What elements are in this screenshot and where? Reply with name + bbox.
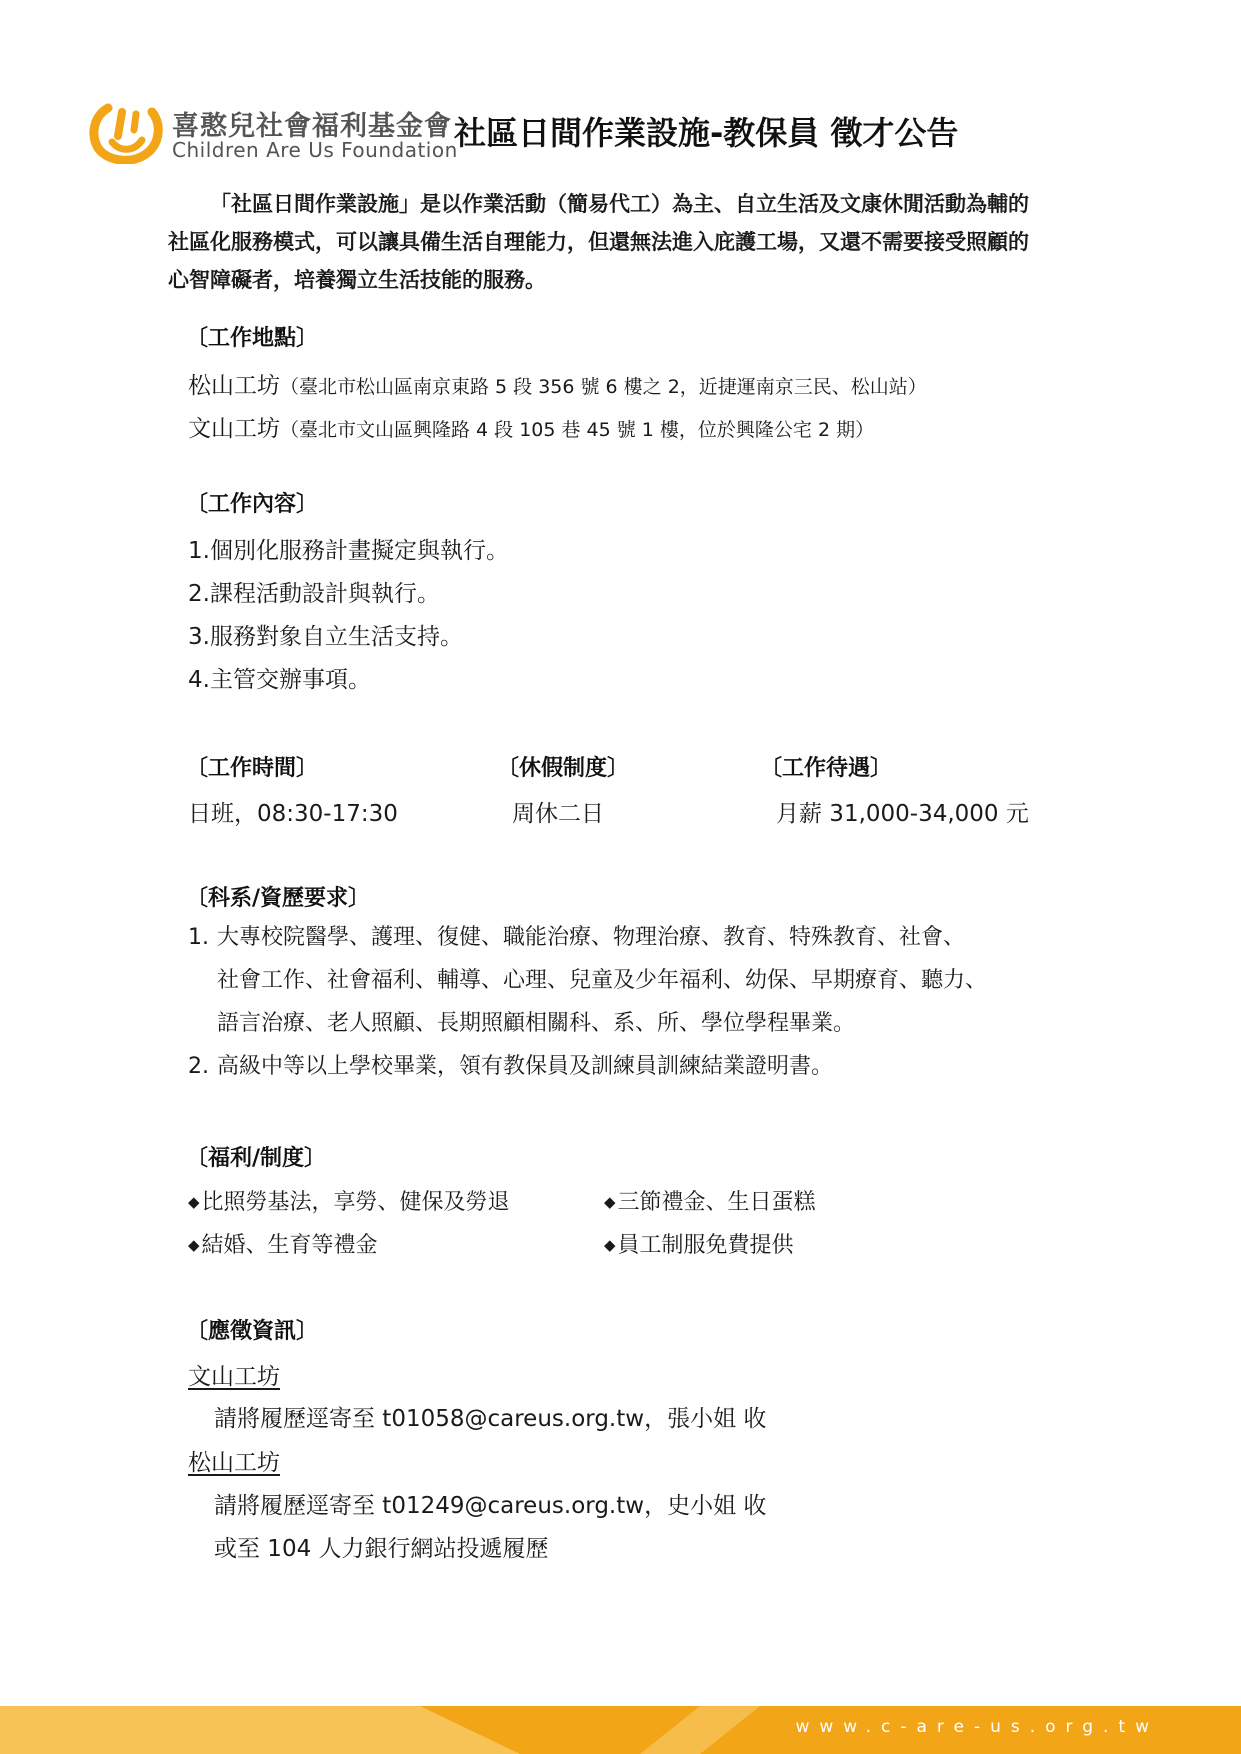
intro-line-2: 社區化服務模式，可以讓具備生活自理能力，但還無法進入庇護工場，又還不需要接受照顧的 <box>168 230 1029 254</box>
apply-songshan-email[interactable]: 請將履歷逕寄至 t01249@careus.org.tw，史小姐 收 <box>214 1493 767 1519</box>
benefit-item: ◆結婚、生育等禮金 <box>188 1233 378 1258</box>
salary-heading: 〔工作待遇〕 <box>760 756 893 781</box>
salary-value: 月薪 31,000-34,000 元 <box>776 801 1029 827</box>
duty-item: 3.服務對象自立生活支持。 <box>188 624 463 650</box>
smiley-face-logo-icon <box>88 100 164 164</box>
logo-english-name: Children Are Us Foundation <box>172 138 458 162</box>
location-heading: 〔工作地點〕 <box>186 326 319 351</box>
apply-wenshan-email[interactable]: 請將履歷逕寄至 t01058@careus.org.tw，張小姐 收 <box>214 1406 767 1432</box>
requirements-heading: 〔科系/資歷要求〕 <box>186 886 371 911</box>
benefit-item: ◆員工制服免費提供 <box>604 1233 794 1258</box>
page-title: 社區日間作業設施-教保員 徵才公告 <box>454 114 959 152</box>
location-wenshan <box>188 410 874 443</box>
location-address: （臺北市文山區興隆路 4 段 105 巷 45 號 1 樓，位於興隆公宅 2 期） <box>280 419 875 441</box>
location-address: （臺北市松山區南京東路 5 段 356 號 6 樓之 2，近捷運南京三民、松山站） <box>280 376 927 398</box>
apply-heading: 〔應徵資訊〕 <box>186 1319 319 1344</box>
location-name: 文山工坊 <box>188 416 280 442</box>
leave-value: 周休二日 <box>512 801 604 827</box>
requirement-number: 2. <box>188 1054 209 1079</box>
duty-item: 2.課程活動設計與執行。 <box>188 581 440 607</box>
location-songshan <box>188 367 927 400</box>
apply-wenshan-name: 文山工坊 <box>188 1364 280 1390</box>
apply-104-note: 或至 104 人力銀行網站投遞履歷 <box>214 1536 549 1562</box>
intro-line-3: 心智障礙者，培養獨立生活技能的服務。 <box>168 268 546 292</box>
requirement-item-1 <box>188 916 1088 1045</box>
logo-chinese-name: 喜憨兒社會福利基金會 <box>172 111 452 142</box>
diamond-bullet-icon: ◆ <box>604 1236 616 1254</box>
intro-line-1: 「社區日間作業設施」是以作業活動（簡易代工）為主、自立生活及文康休閒活動為輔的 <box>210 192 1029 216</box>
duty-item: 1.個別化服務計畫擬定與執行。 <box>188 538 509 564</box>
intro-paragraph <box>168 185 1108 299</box>
hours-value: 日班，08:30-17:30 <box>188 801 398 827</box>
benefit-item: ◆比照勞基法，享勞、健保及勞退 <box>188 1190 510 1215</box>
requirement-line: 語言治療、老人照顧、長期照顧相關科、系、所、學位學程畢業。 <box>217 1011 856 1036</box>
hours-heading: 〔工作時間〕 <box>186 756 319 781</box>
requirement-line: 高級中等以上學校畢業，領有教保員及訓練員訓練結業證明書。 <box>217 1054 834 1079</box>
requirement-number: 1. <box>188 925 209 950</box>
duty-item: 4.主管交辦事項。 <box>188 667 371 693</box>
benefit-item: ◆三節禮金、生日蛋糕 <box>604 1190 816 1215</box>
duties-heading: 〔工作內容〕 <box>186 492 319 517</box>
diamond-bullet-icon: ◆ <box>604 1193 616 1211</box>
requirement-item-2 <box>188 1045 1088 1088</box>
diamond-bullet-icon: ◆ <box>188 1193 200 1211</box>
leave-heading: 〔休假制度〕 <box>497 756 630 781</box>
requirement-line: 大專校院醫學、護理、復健、職能治療、物理治療、教育、特殊教育、社會、 <box>217 925 966 950</box>
benefits-heading: 〔福利/制度〕 <box>186 1146 327 1171</box>
requirement-line: 社會工作、社會福利、輔導、心理、兒童及少年福利、幼保、早期療育、聽力、 <box>217 968 988 993</box>
footer-website-link[interactable]: www.c-are-us.org.tw <box>795 1717 1159 1737</box>
diamond-bullet-icon: ◆ <box>188 1236 200 1254</box>
apply-songshan-name: 松山工坊 <box>188 1450 280 1476</box>
location-name: 松山工坊 <box>188 373 280 399</box>
